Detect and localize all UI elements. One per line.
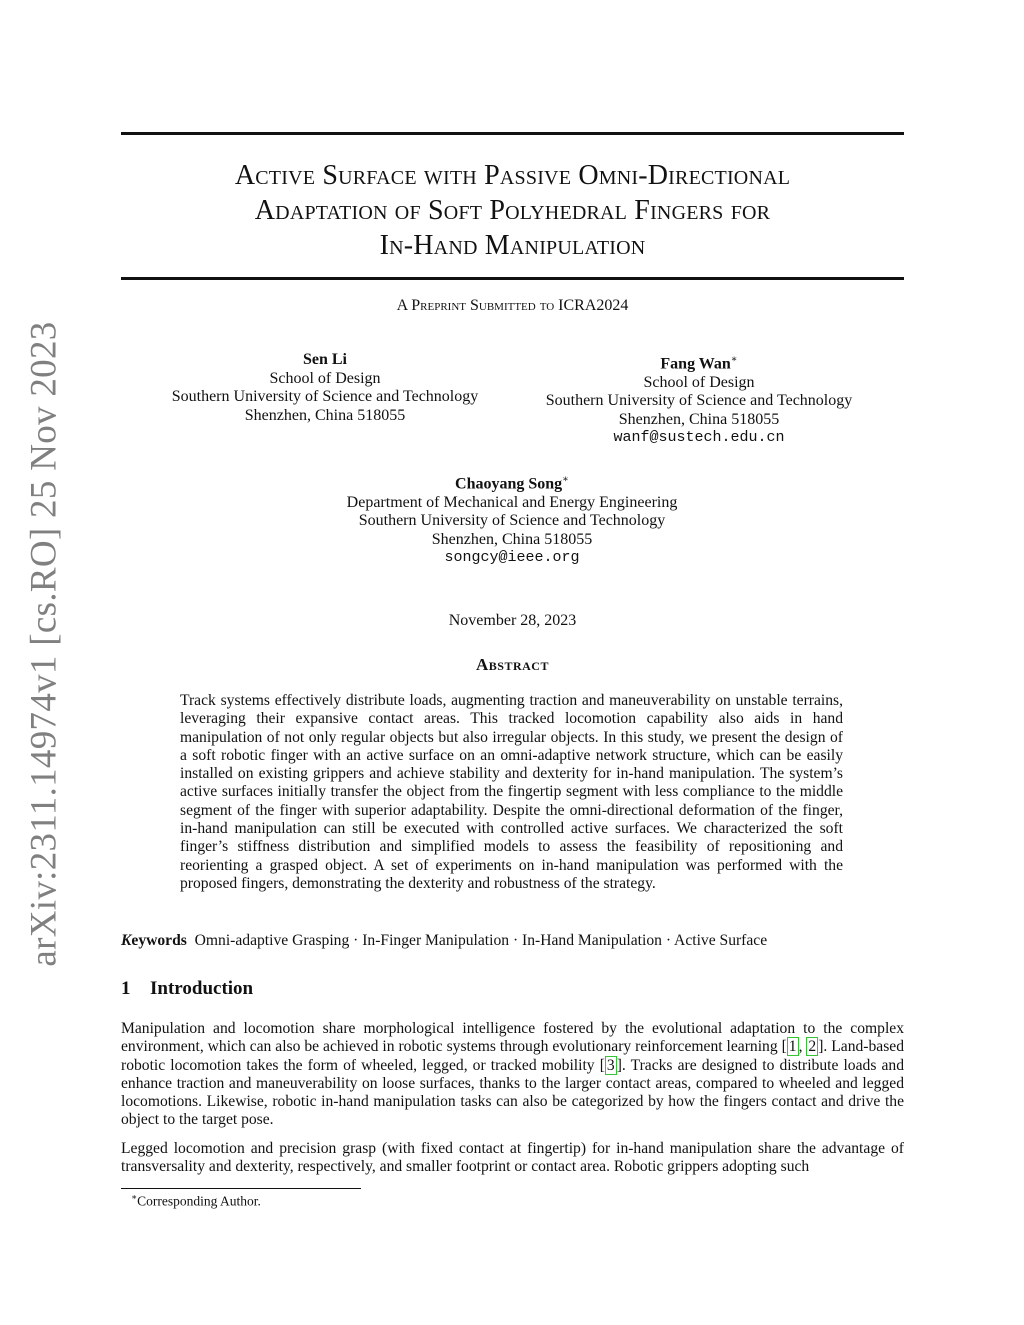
- author-block: [524, 351, 874, 448]
- citation-link[interactable]: 2: [808, 1038, 817, 1056]
- footnote-marker: ∗: [131, 1192, 138, 1202]
- citation-link[interactable]: 3: [606, 1056, 615, 1074]
- citation-link[interactable]: 1: [788, 1038, 797, 1056]
- title-line: Active Surface with Passive Omni-Directional: [234, 160, 791, 191]
- paper-title: [121, 158, 904, 263]
- corresponding-marker: ∗: [730, 354, 738, 365]
- author-name: Fang Wan∗: [660, 354, 738, 373]
- title-line: Adaptation of Soft Polyhedral Fingers for: [254, 195, 771, 226]
- arxiv-identifier-stamp: arXiv:2311.14974v1 [cs.RO] 25 Nov 2023: [23, 321, 65, 967]
- title-top-rule: [121, 132, 904, 135]
- section-number: 1: [121, 978, 131, 999]
- author-block: [312, 471, 712, 568]
- author-city: Shenzhen, China 518055: [618, 410, 780, 428]
- paper-date: November 28, 2023: [448, 612, 577, 629]
- keywords-label: Keywords: [121, 932, 187, 949]
- keywords-line: [121, 932, 904, 950]
- footnote: [131, 1192, 261, 1210]
- section-title: Introduction: [150, 978, 254, 999]
- preprint-subtitle: A Preprint Submitted to ICRA2024: [396, 297, 629, 314]
- author-email-link[interactable]: wanf@sustech.edu.cn: [613, 429, 785, 447]
- author-email-link[interactable]: songcy@ieee.org: [444, 549, 580, 567]
- author-department: School of Design: [269, 369, 381, 387]
- footnote-text: Corresponding Author.: [137, 1193, 261, 1209]
- abstract-heading: Abstract: [476, 655, 549, 674]
- author-department: School of Design: [643, 373, 755, 391]
- abstract-text: Track systems effectively distribute loads, augmenting traction and maneuverability on unstable terrains, leveraging their expansive contact areas. This tracked locomotion capability also aids in hand manipulation of not only regular objects but also irregular objects. In this study, we present the design of a soft robotic finger with an active surface on an omni-adaptive network structure, which can be easily installed on existing grippers and achieve stability and dexterity for in-hand manipulation. The system’s active surfaces initially transfer the object from the fingertip segment with less compliance to the middle segment of the finger with superior adaptability. Despite the omni-directional deformation of the finger, in-hand manipulation can still be executed with controlled active surfaces. We characterized the soft finger’s stiffness distribution and simplified models to assess the feasibility of repositioning and reorienting a grasped object. A set of experiments on in-hand manipulation was performed with the proposed fingers, demonstrating the dexterity and robustness of the strategy.: [180, 692, 843, 892]
- author-university: Southern University of Science and Technology: [171, 388, 479, 405]
- author-university: Southern University of Science and Technology: [545, 392, 853, 410]
- author-block: [150, 351, 500, 425]
- corresponding-marker: ∗: [562, 474, 569, 485]
- section-heading: [121, 978, 253, 1000]
- author-city: Shenzhen, China 518055: [431, 530, 593, 548]
- author-city: Shenzhen, China 518055: [244, 406, 406, 424]
- intro-paragraph: Legged locomotion and precision grasp (with fixed contact at fingertip) for in-hand manipulation share the advantage of transversality and dexterity, respectively, and smaller footprint or contact area. Robotic grippers adopting such: [121, 1140, 904, 1176]
- author-department: Department of Mechanical and Energy Engineering: [346, 493, 678, 511]
- title-line: In-Hand Manipulation: [379, 230, 646, 261]
- author-university: Southern University of Science and Technology: [358, 512, 666, 530]
- author-name: Chaoyang Song∗: [455, 474, 569, 493]
- keywords-list: Omni-adaptive Grasping · In-Finger Manipulation · In-Hand Manipulation · Active Surface: [194, 932, 768, 949]
- intro-paragraph: Manipulation and locomotion share morphological intelligence fostered by the evolutional adaptation to the complex environment, which can also be achieved in robotic systems through evolutionary reinforcement learning [ 1 , 2 ]. Land-based robotic locomotion takes the form of wheeled, legged, or tracked mobility [ 3 ]. Tracks are designed to distribute loads and enhance traction and maneuverability on loose surfaces, thanks to the larger contact areas, compared to wheeled and legged locomotions. Likewise, robotic in-hand manipulation tasks can also be categorized by how the fingers contact and drive the object to the target pose.: [121, 1020, 905, 1129]
- title-bottom-rule: [121, 277, 904, 280]
- author-name: Sen Li: [302, 351, 347, 368]
- footnote-rule: [121, 1188, 361, 1189]
